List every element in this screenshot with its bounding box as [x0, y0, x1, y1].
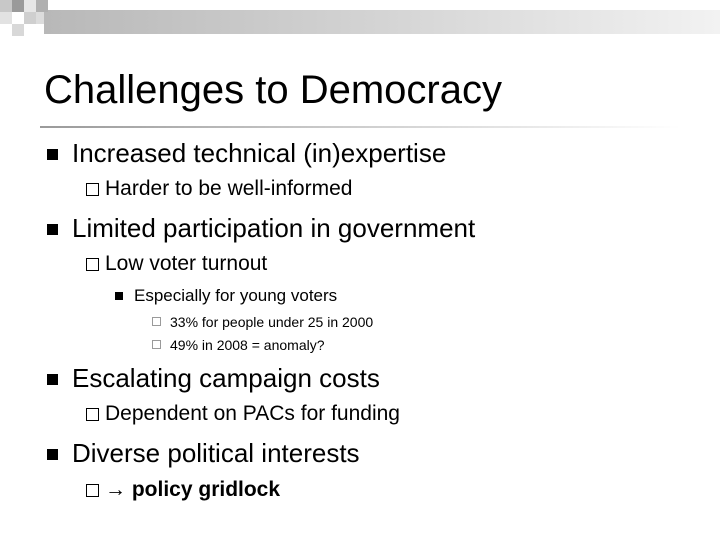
square-bullet-icon: [47, 449, 58, 460]
square-bullet-icon: [47, 224, 58, 235]
bullet-item: Increased technical (in)expertise: [72, 138, 447, 168]
square-bullet-icon: [47, 149, 58, 160]
sub-bullet-text: policy gridlock: [131, 478, 281, 501]
hollow-box-bullet-icon: [86, 183, 99, 196]
bullet-item: Escalating campaign costs: [72, 363, 380, 393]
hollow-box-bullet-icon: [152, 317, 161, 326]
detail-bullet-item: 49% in 2008 = anomaly?: [170, 337, 325, 353]
square-bullet-icon: [47, 374, 58, 385]
title-underline: [40, 126, 680, 128]
sub-bullet-item: [105, 477, 280, 503]
sub-sub-bullet-item: Especially for young voters: [134, 286, 338, 305]
bullet-item: Diverse political interests: [72, 438, 360, 468]
arrow-right-icon: →: [105, 478, 126, 501]
hollow-box-bullet-icon: [86, 258, 99, 271]
sub-bullet-item: Dependent on PACs for funding: [105, 402, 400, 425]
square-bullet-icon: [115, 292, 123, 300]
bullet-item: Limited participation in government: [72, 213, 476, 243]
sub-bullet-item: Low voter turnout: [105, 252, 268, 275]
slide-title: Challenges to Democracy: [44, 68, 502, 112]
hollow-box-bullet-icon: [86, 484, 99, 497]
detail-bullet-item: 33% for people under 25 in 2000: [170, 314, 374, 330]
hollow-box-bullet-icon: [152, 340, 161, 349]
hollow-box-bullet-icon: [86, 408, 99, 421]
sub-bullet-item: Harder to be well-informed: [105, 177, 353, 200]
decorative-header-pattern: [0, 0, 720, 48]
